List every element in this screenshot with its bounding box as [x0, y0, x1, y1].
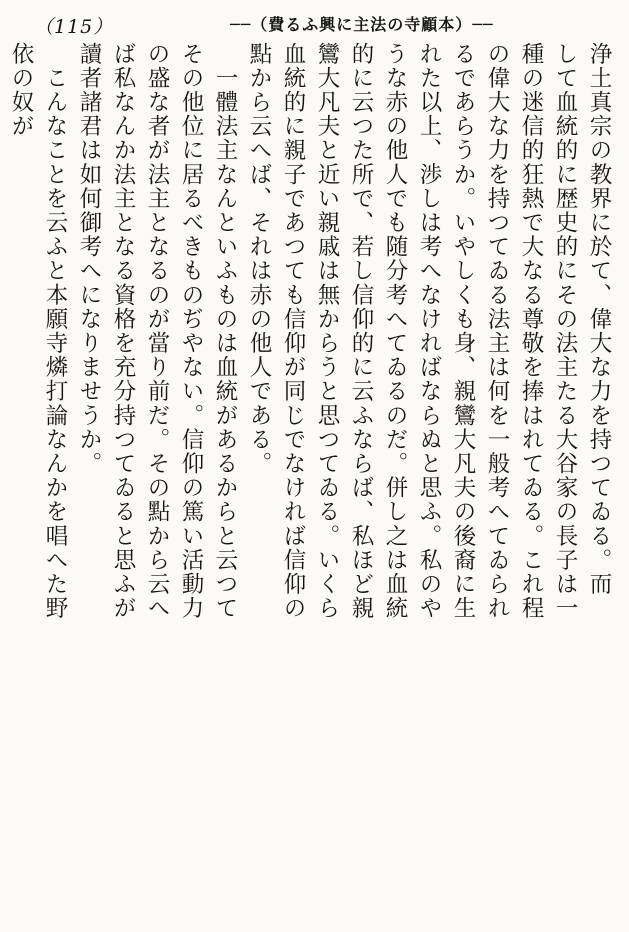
- running-title: ──（費るふ興に主法の寺顧本）──: [230, 15, 494, 34]
- text-column: 浄土真宗の教界に於て、偉大な力を持つてゐる。而: [586, 42, 612, 597]
- body-text: [8, 42, 616, 917]
- text-column: うな赤の他人でも随分考へてゐるのだ。併し之は血統: [382, 42, 408, 621]
- text-column: の盛な者が法主となるのが當り前だ。その點から云へ: [144, 42, 170, 621]
- text-column: [0, 42, 4, 917]
- text-column: 種の迷信的狂熱で大なる尊敬を捧はれてゐる。これ程: [518, 42, 544, 621]
- text-column: その他位に居るべきものぢやない。信仰の篤い活動力: [178, 42, 204, 621]
- text-column: れた以上、渉しは考へなければならぬと思ふ。私のや: [416, 42, 442, 621]
- text-column: して血統的に歴史的にその法主たる大谷家の長子は一: [552, 42, 578, 621]
- text-column: 鸞大凡夫と近い親戚は無からうと思つてゐる。いくら: [314, 42, 340, 621]
- text-column: 血統的に親子であつても信仰が同じでなければ信仰の: [280, 42, 306, 621]
- text-column: ば私なんか法主となる資格を充分持つてゐると思ふが: [110, 42, 136, 621]
- text-column: こんなことを云ふと本願寺燐打論なんかを唱へた野: [42, 42, 68, 621]
- text-column: 的に云つた所で、若し信仰的に云ふならば、私ほど親: [348, 42, 374, 621]
- text-column: 依の奴が: [8, 42, 34, 139]
- text-column: 讀者諸君は如何御考へになりませうか。: [76, 42, 102, 476]
- text-column: 點から云へば、それは赤の他人である。: [246, 42, 272, 476]
- text-column: るであらうか。いやしくも身、親鸞大凡夫の後裔に生: [450, 42, 476, 621]
- text-column: の偉大な力を持つてゐる法主は何を一般考へてゐられ: [484, 42, 510, 621]
- page-header: [0, 6, 629, 36]
- page-number: （115）: [34, 16, 114, 38]
- text-column: 一體法主なんといふものは血統があるからと云つて: [212, 42, 238, 621]
